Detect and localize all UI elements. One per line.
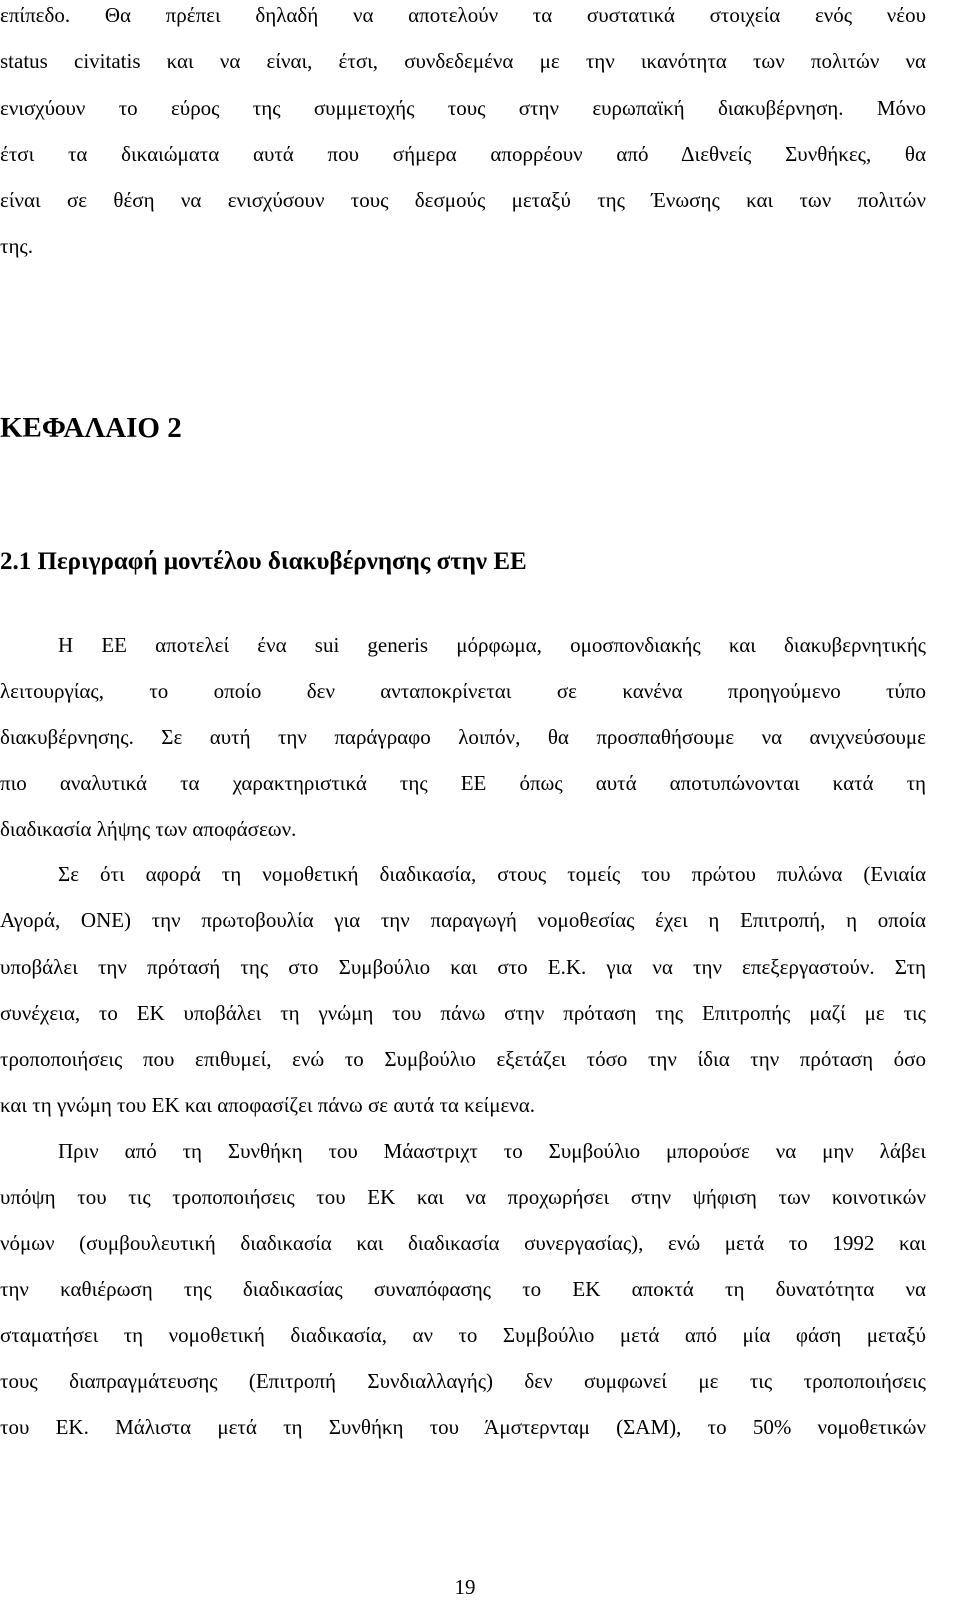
continuation-line-4: έτσι τα δικαιώματα αυτά που σήμερα απορρέουν από Διεθνείς Συνθήκες, θα: [0, 142, 926, 166]
chapter-heading: ΚΕΦΑΛΑΙΟ 2: [0, 412, 182, 444]
paragraph3-line-4: την καθιέρωση της διαδικασίας συναπόφασης το ΕΚ αποκτά τη δυνατότητα να: [0, 1277, 926, 1301]
paragraph3-line-3: νόμων (συμβουλευτική διαδικασία και διαδικασία συνεργασίας), ενώ μετά το 1992 και: [0, 1231, 926, 1255]
paragraph2-line-5: τροποποιήσεις που επιθυμεί, ενώ το Συμβούλιο εξετάζει τόσο την ίδια την πρόταση όσο: [0, 1047, 926, 1071]
continuation-line-2: status civitatis και να είναι, έτσι, συνδεδεμένα με την ικανότητα των πολιτών να: [0, 49, 926, 73]
paragraph2-line-2: Αγορά, ΟΝΕ) την πρωτοβουλία για την παραγωγή νομοθεσίας έχει η Επιτροπή, η οποία: [0, 908, 926, 932]
paragraph2-line-4: συνέχεια, το ΕΚ υποβάλει τη γνώμη του πάνω στην πρόταση της Επιτροπής μαζί με τις: [0, 1001, 926, 1025]
paragraph1-line-3: διακυβέρνησης. Σε αυτή την παράγραφο λοιπόν, θα προσπαθήσουμε να ανιχνεύσουμε: [0, 725, 926, 749]
continuation-line-6: της.: [0, 234, 33, 258]
paragraph2-line-1: Σε ότι αφορά τη νομοθετική διαδικασία, στους τομείς του πρώτου πυλώνα (Ενιαία: [58, 862, 926, 886]
section-heading: 2.1 Περιγραφή μοντέλου διακυβέρνησης στην ΕΕ: [0, 548, 527, 575]
page-number: 19: [454, 1575, 476, 1599]
paragraph3-line-7: του ΕΚ. Μάλιστα μετά τη Συνθήκη του Άμστερνταμ (ΣΑΜ), το 50% νομοθετικών: [0, 1415, 926, 1439]
paragraph3-line-6: τους διαπραγμάτευσης (Επιτροπή Συνδιαλλαγής) δεν συμφωνεί με τις τροποποιήσεις: [0, 1369, 926, 1393]
continuation-line-5: είναι σε θέση να ενισχύσουν τους δεσμούς μεταξύ της Ένωσης και των πολιτών: [0, 188, 926, 212]
continuation-line-3: ενισχύουν το εύρος της συμμετοχής τους στην ευρωπαϊκή διακυβέρνηση. Μόνο: [0, 96, 926, 120]
paragraph1-line-2: λειτουργίας, το οποίο δεν ανταποκρίνεται σε κανένα προηγούμενο τύπο: [0, 679, 926, 703]
paragraph1-line-1: Η ΕΕ αποτελεί ένα sui generis μόρφωμα, ομοσπονδιακής και διακυβερνητικής: [58, 633, 926, 657]
paragraph2-line-3: υποβάλει την πρότασή της στο Συμβούλιο και στο Ε.Κ. για να την επεξεργαστούν. Στη: [0, 955, 926, 979]
paragraph3-line-5: σταματήσει τη νομοθετική διαδικασία, αν το Συμβούλιο μετά από μία φάση μεταξύ: [0, 1323, 926, 1347]
paragraph1-line-5: διαδικασία λήψης των αποφάσεων.: [0, 817, 297, 841]
continuation-line-1: επίπεδο. Θα πρέπει δηλαδή να αποτελούν τα συστατικά στοιχεία ενός νέου: [0, 3, 926, 27]
paragraph3-line-2: υπόψη του τις τροποποιήσεις του ΕΚ και να προχωρήσει στην ψήφιση των κοινοτικών: [0, 1185, 926, 1209]
paragraph1-line-4: πιο αναλυτικά τα χαρακτηριστικά της ΕΕ όπως αυτά αποτυπώνονται κατά τη: [0, 771, 926, 795]
paragraph3-line-1: Πριν από τη Συνθήκη του Μάαστριχτ το Συμβούλιο μπορούσε να μην λάβει: [58, 1139, 926, 1163]
paragraph2-line-6: και τη γνώμη του ΕΚ και αποφασίζει πάνω σε αυτά τα κείμενα.: [0, 1093, 536, 1117]
